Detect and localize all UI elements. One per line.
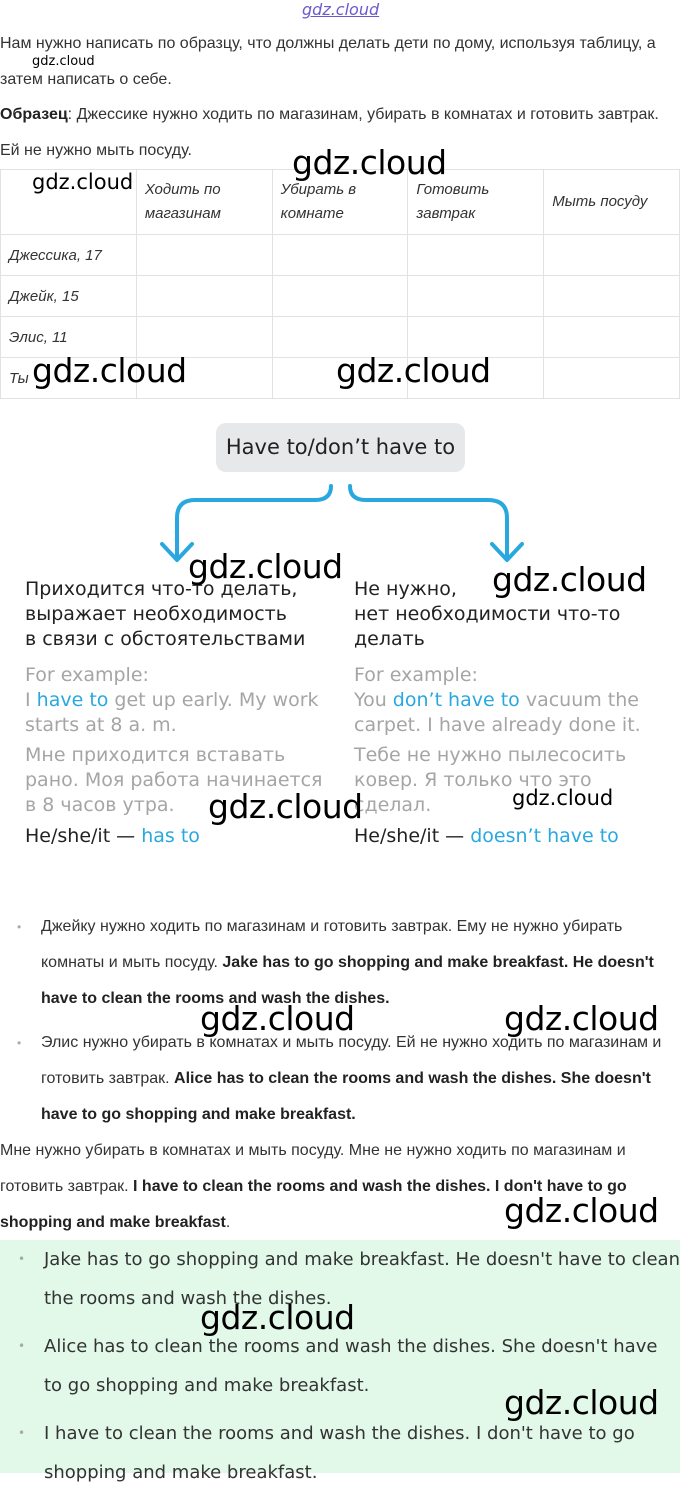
- watermark: gdz.cloud: [504, 1383, 659, 1422]
- left-heading-line: выражает необходимость: [25, 603, 287, 625]
- left-he-highlight: has to: [141, 825, 200, 847]
- left-translation: Мне приходится вставать рано. Моя работа начинается в 8 часов утра.: [25, 744, 323, 816]
- table-cell: Джессика, 17: [1, 235, 137, 276]
- intro-text: Нам нужно написать по образцу, что должны делать дети по дому, используя таблицу, а затем написать о себе.: [0, 35, 656, 88]
- table-cell: [136, 235, 272, 276]
- table-cell: [544, 276, 680, 317]
- left-example: [25, 688, 335, 738]
- watermark: gdz.cloud: [292, 143, 447, 182]
- left-example-post: get up early. My work starts at 8 a. m.: [25, 689, 319, 736]
- list-item: • Alice has to clean the rooms and wash the dishes. She doesn't have to go shopping and make breakfast.: [0, 1327, 680, 1405]
- right-example: [354, 688, 664, 738]
- sample-text: : Джессике нужно ходить по магазинам, убирать в комнатах и готовить завтрак. Ей не нужно мыть посуду.: [0, 106, 659, 159]
- left-heading-line: Приходится что-то делать,: [25, 578, 298, 600]
- table-header-cell: Готовить завтрак: [408, 170, 544, 235]
- right-he-highlight: doesn’t have to: [470, 825, 619, 847]
- table-cell: Ты: [1, 358, 137, 399]
- watermark: gdz.cloud: [512, 786, 614, 810]
- watermark: gdz.cloud: [200, 999, 355, 1038]
- table-cell: [136, 276, 272, 317]
- right-example-label: For example:: [354, 664, 478, 686]
- watermark: gdz.cloud: [32, 170, 134, 194]
- left-he-line: [25, 825, 200, 847]
- table-row: [1, 235, 680, 276]
- watermark: gdz.cloud: [32, 54, 95, 69]
- watermark: gdz.cloud: [336, 351, 491, 390]
- left-example-pre: I: [25, 689, 37, 711]
- table-cell: [544, 235, 680, 276]
- answer-en: Alice has to clean the rooms and wash the dishes. She doesn't have to go shopping and make breakfast.: [41, 1070, 651, 1123]
- table-row: [1, 276, 680, 317]
- right-heading-line: нет необходимости что-то: [354, 603, 621, 625]
- answer-en: Jake has to go shopping and make breakfast. He doesn't have to clean the rooms and wash the dishes.: [41, 954, 654, 1007]
- left-example-label: For example:: [25, 664, 149, 686]
- self-en: I have to clean the rooms and wash the dishes. I don't have to go shopping and make breakfast: [0, 1178, 627, 1231]
- self-ru: Мне нужно убирать в комнатах и мыть посуду. Мне не нужно ходить по магазинам и готовить завтрак.: [0, 1142, 626, 1195]
- watermark: gdz.cloud: [504, 999, 659, 1038]
- table-cell: [272, 276, 408, 317]
- table-cell: Элис, 11: [1, 317, 137, 358]
- right-heading-line: делать: [354, 628, 425, 650]
- watermark: gdz.cloud: [32, 351, 187, 390]
- answer-ru: Элис нужно убирать в комнатах и мыть посуду. Ей не нужно ходить по магазинам и готовить завтрак.: [41, 1034, 662, 1087]
- list-item: • Jake has to go shopping and make breakfast. He doesn't have to clean the rooms and wash the dishes.: [0, 1240, 680, 1318]
- right-example-highlight: don’t have to: [392, 689, 520, 711]
- left-heading: [25, 577, 305, 652]
- right-example-pre: You: [354, 689, 393, 711]
- left-example-highlight: have to: [36, 689, 109, 711]
- watermark: gdz.cloud: [492, 560, 647, 599]
- left-he-prefix: He/she/it —: [25, 825, 142, 847]
- table-cell: [544, 358, 680, 399]
- right-example-post: vacuum the carpet. I have already done it.: [354, 689, 641, 736]
- table-header-cell: Мыть посуду: [544, 170, 680, 235]
- watermark: gdz.cloud: [504, 1191, 659, 1230]
- table-cell: [408, 276, 544, 317]
- answer-ru: Джейку нужно ходить по магазинам и готовить завтрак. Ему не нужно убирать комнаты и мыть посуду.: [41, 918, 623, 971]
- list-item: • I have to clean the rooms and wash the dishes. I don't have to go shopping and make breakfast.: [0, 1414, 680, 1492]
- right-heading-line: Не нужно,: [354, 578, 457, 600]
- table-cell: [544, 317, 680, 358]
- right-he-prefix: He/she/it —: [354, 825, 471, 847]
- right-he-line: [354, 825, 619, 847]
- watermark: gdz.cloud: [302, 0, 380, 19]
- watermark: gdz.cloud: [200, 1298, 355, 1337]
- list-item: [0, 1025, 680, 1133]
- self-end: .: [225, 1214, 231, 1231]
- watermark: gdz.cloud: [188, 547, 343, 586]
- left-heading-line: в связи с обстоятельствами: [25, 628, 306, 650]
- right-translation: Тебе не нужно пылесосить ковер. Я только что это сделал.: [354, 744, 627, 816]
- table-cell: [272, 235, 408, 276]
- table-header-cell: Ходить по магазинам: [136, 170, 272, 235]
- watermark: gdz.cloud: [208, 787, 363, 826]
- final-answer-block: [0, 1240, 680, 1483]
- sample-label: Образец: [0, 106, 68, 123]
- table-header-cell: Убирать в комнате: [272, 170, 408, 235]
- rule-title-pill: Have to/don’t have to: [216, 423, 465, 472]
- table-cell: [408, 235, 544, 276]
- table-cell: Джейк, 15: [1, 276, 137, 317]
